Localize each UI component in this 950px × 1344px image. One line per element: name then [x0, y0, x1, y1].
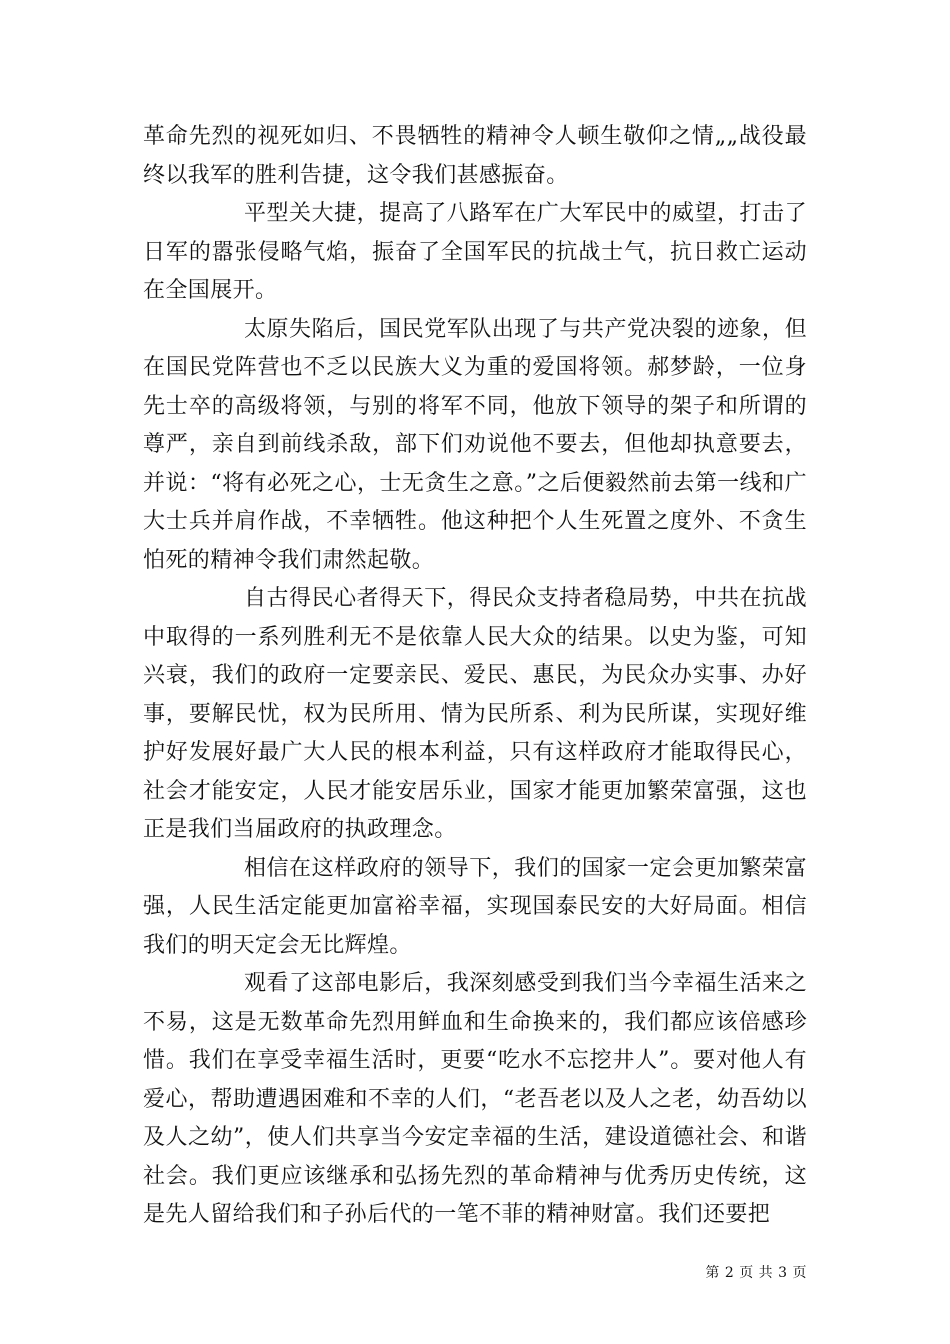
paragraph: 太原失陷后，国民党军队出现了与共产党决裂的迹象，但在国民党阵营也不乏以民族大义为重的爱国将领。郝梦龄，一位身先士卒的高级将领，与别的将军不同，他放下领导的架子和所谓的尊严，亲自到前线杀敌，部下们劝说他不要去，但他却执意要去，并说：“将有必死之心，士无贪生之意。”之后便毅然前去第一线和广大士兵并肩作战，不幸牺牲。他这种把个人生死置之度外、不贪生怕死的精神令我们肃然起敬。	[143, 316, 807, 573]
paragraph-continuation: 革命先烈的视死如归、不畏牺牲的精神令人顿生敬仰之情„„战役最终以我军的胜利告捷，这令我们甚感振奋。	[143, 124, 807, 188]
document-body	[143, 118, 807, 1235]
page-number-footer: 第 2 页 共 3 页	[705, 1265, 807, 1281]
paragraph: 平型关大捷，提高了八路军在广大军民中的威望，打击了日军的嚣张侵略气焰，振奋了全国军民的抗战士气，抗日救亡运动在全国展开。	[143, 201, 807, 303]
paragraph: 相信在这样政府的领导下，我们的国家一定会更加繁荣富强，人民生活定能更加富裕幸福，实现国泰民安的大好局面。相信我们的明天定会无比辉煌。	[143, 855, 807, 958]
paragraph: 观看了这部电影后，我深刻感受到我们当今幸福生活来之不易，这是无数革命先烈用鲜血和生命换来的，我们都应该倍感珍惜。我们在享受幸福生活时，更要“吃水不忘挖井人”。要对他人有爱心，帮助遭遇困难和不幸的人们，“老吾老以及人之老，幼吾幼以及人之幼”，使人们共享当今安定幸福的生活，建设道德社会、和谐社会。我们更应该继承和弘扬先烈的革命精神与优秀历史传统，这是先人留给我们和子孙后代的一笔不菲的精神财富。我们还要把	[143, 971, 807, 1227]
paragraph: 自古得民心者得天下，得民众支持者稳局势，中共在抗战中取得的一系列胜利无不是依靠人民大众的结果。以史为鉴，可知兴衰，我们的政府一定要亲民、爱民、惠民，为民众办实事、办好事，要解民忧，权为民所用、情为民所系、利为民所谋，实现好维护好发展好最广大人民的根本利益，只有这样政府才能取得民心，社会才能安定，人民才能安居乐业，国家才能更加繁荣富强，这也正是我们当届政府的执政理念。	[143, 586, 807, 842]
